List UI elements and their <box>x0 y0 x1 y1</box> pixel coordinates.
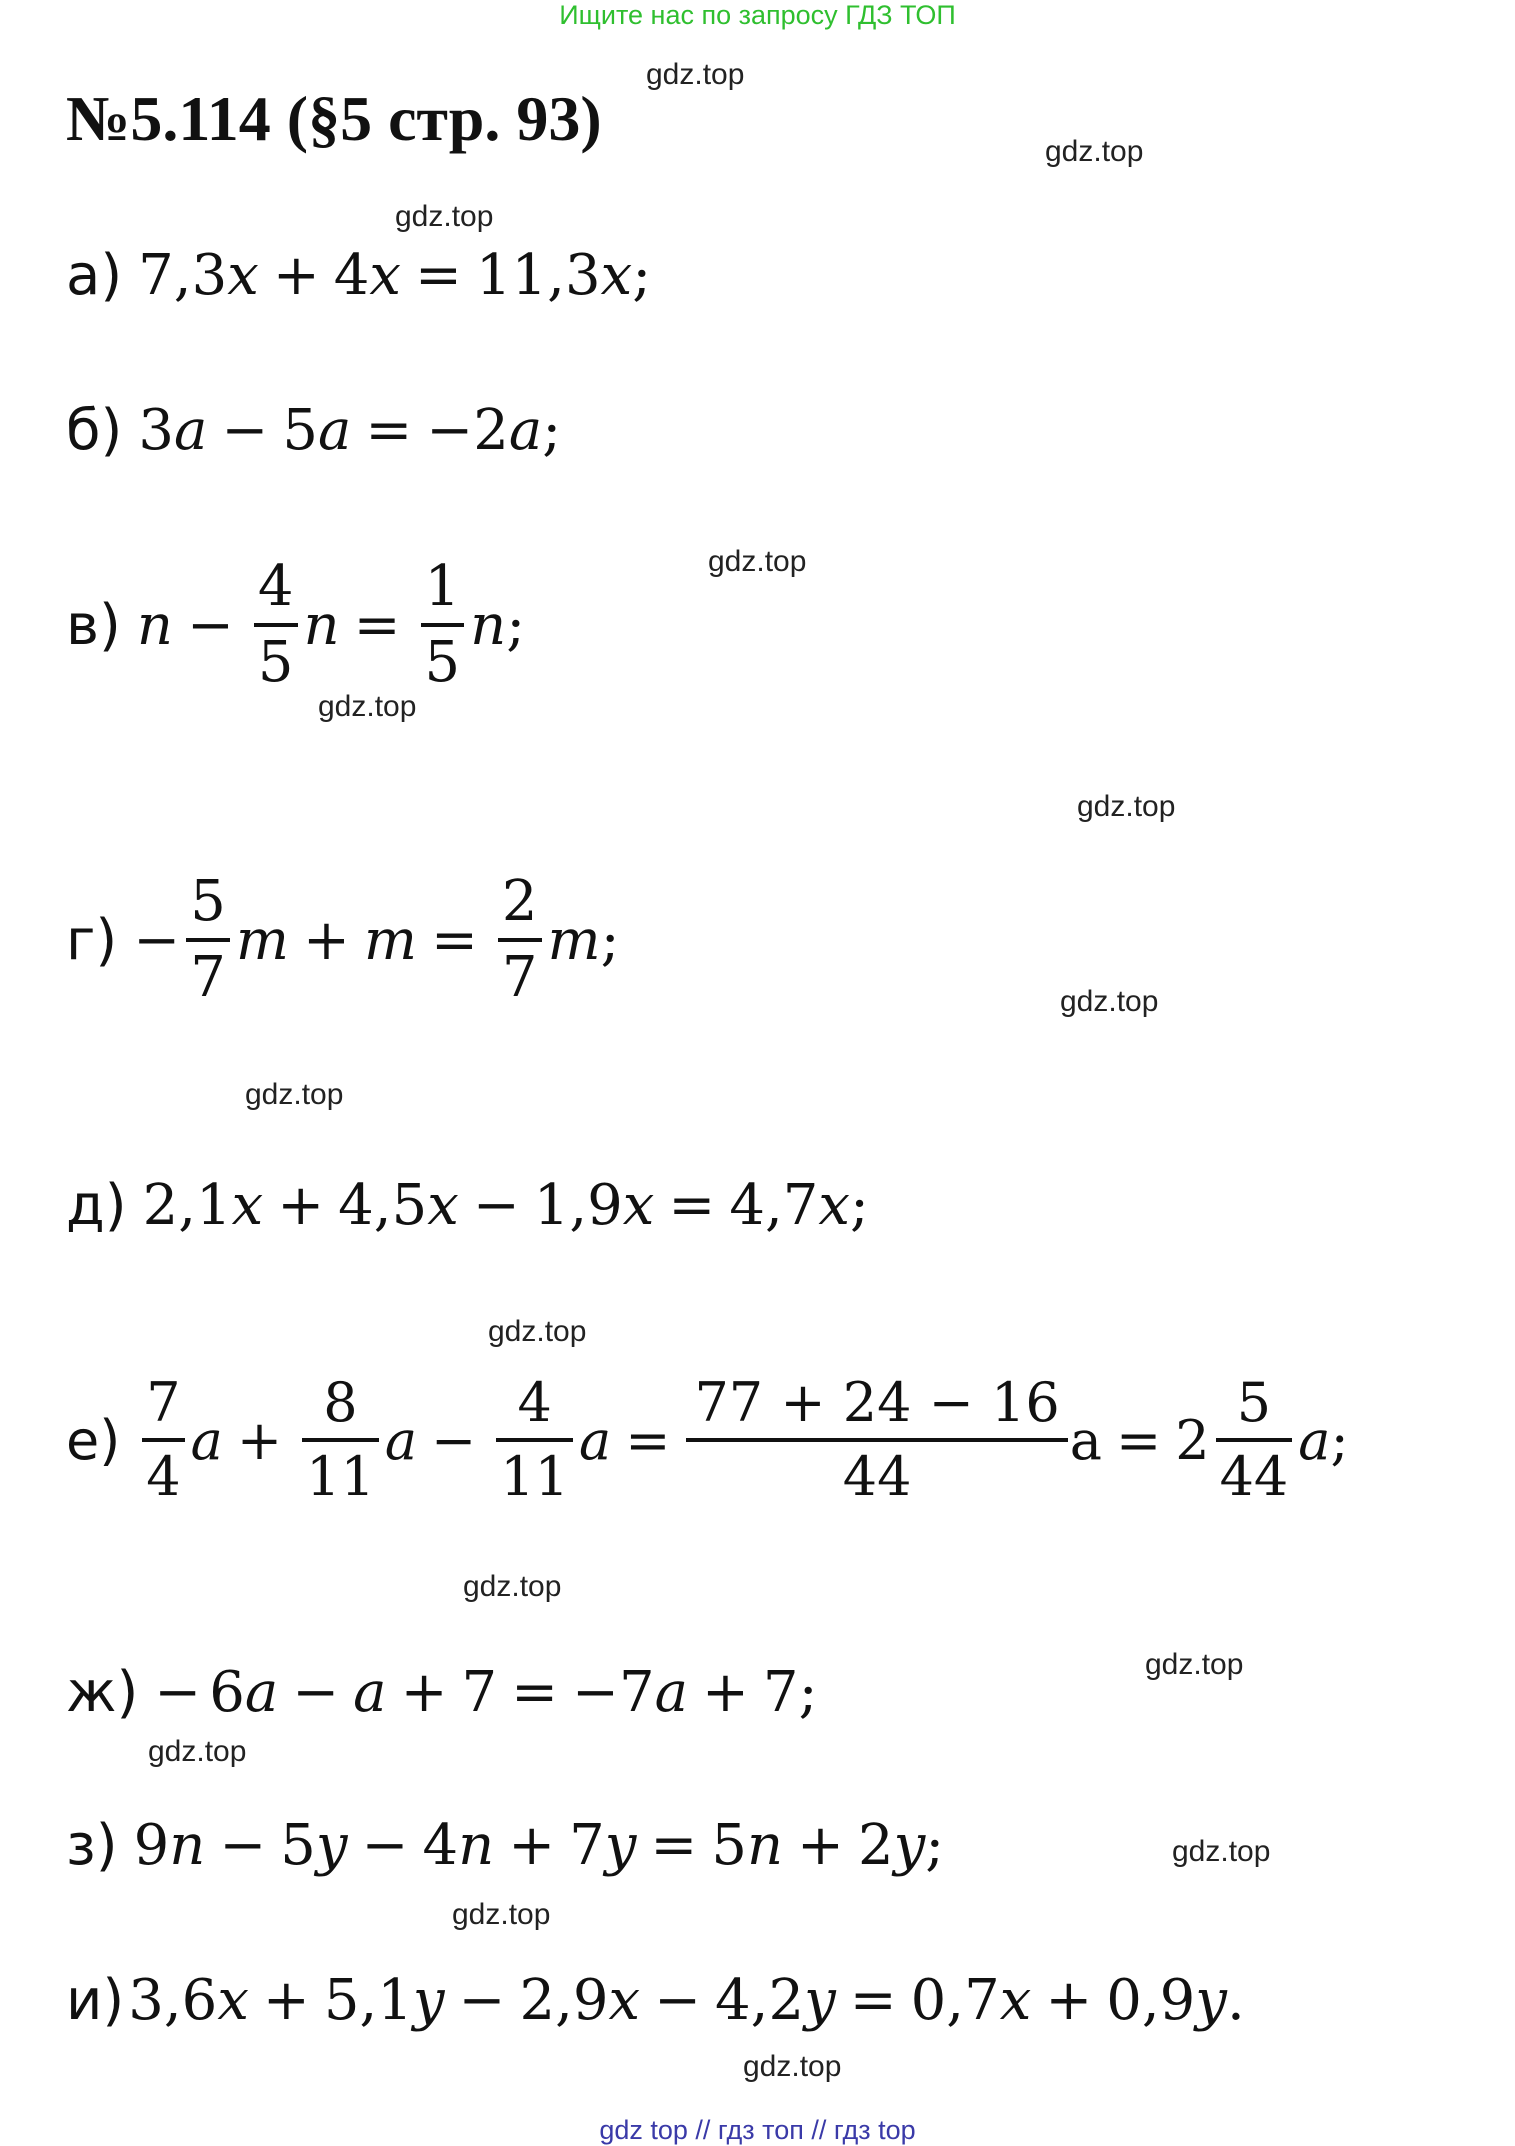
top-search-hint-link[interactable]: Ищите нас по запросу ГДЗ ТОП <box>559 0 956 30</box>
variable: n <box>136 592 173 658</box>
fraction-denominator: 5 <box>421 623 465 691</box>
fraction-numerator: 4 <box>257 554 294 619</box>
operator: = <box>511 1659 559 1725</box>
number: 9 <box>133 1812 170 1878</box>
operator: + <box>236 1408 283 1472</box>
variable: a <box>508 397 543 463</box>
watermark: gdz.top <box>743 2050 842 2083</box>
variable: n <box>169 1812 206 1878</box>
watermark: gdz.top <box>1045 135 1144 168</box>
watermark: gdz.top <box>646 58 745 91</box>
operator: − <box>219 1812 267 1878</box>
operator: + <box>277 1172 325 1238</box>
watermark: gdz.top <box>245 1078 344 1111</box>
fraction-numerator: 8 <box>323 1371 358 1434</box>
number: 4,5 <box>338 1172 428 1238</box>
fraction-denominator: 7 <box>498 938 542 1006</box>
equation-g <box>66 860 620 1020</box>
number: −2 <box>426 397 509 463</box>
fraction <box>1216 1371 1293 1508</box>
number: 4,2 <box>715 1967 805 2033</box>
operator: = <box>668 1172 716 1238</box>
fraction-numerator: 5 <box>1236 1371 1272 1434</box>
operator: − <box>292 1659 340 1725</box>
watermark: gdz.top <box>488 1315 587 1348</box>
watermark: gdz.top <box>1077 790 1176 823</box>
operator: = <box>1115 1408 1162 1472</box>
number: 3,6 <box>128 1967 218 2033</box>
number: 5 <box>711 1812 747 1878</box>
number: 2,9 <box>519 1967 609 2033</box>
variable: a <box>1298 1408 1331 1472</box>
variable: x <box>818 1172 850 1238</box>
fraction-denominator: 11 <box>496 1438 573 1504</box>
fraction-denominator: 4 <box>142 1438 184 1504</box>
operator: = <box>430 907 478 973</box>
fraction-denominator: 11 <box>302 1438 379 1504</box>
variable: a <box>579 1408 612 1472</box>
fraction <box>690 1371 1063 1508</box>
variable: a <box>190 1408 223 1472</box>
variable: x <box>999 1967 1032 2033</box>
item-label: и) <box>66 1967 125 2033</box>
operator: = <box>365 397 413 463</box>
variable: y <box>1195 1967 1227 2033</box>
variable: m <box>547 907 601 973</box>
operator: = <box>849 1967 897 2033</box>
equation-b <box>66 350 561 510</box>
equation-d <box>66 1125 869 1285</box>
item-label: е) <box>66 1408 121 1472</box>
variable: a <box>1069 1408 1102 1472</box>
item-label: в) <box>66 592 121 658</box>
number: 2 <box>857 1812 894 1878</box>
number: 4 <box>333 242 370 308</box>
operator: = <box>414 242 462 308</box>
watermark: gdz.top <box>318 690 417 723</box>
item-label: а) <box>66 242 123 308</box>
item-label: б) <box>66 397 123 463</box>
punctuation: ; <box>542 397 562 463</box>
punctuation: ; <box>632 242 652 308</box>
number: 7 <box>762 1659 799 1725</box>
number: 1,9 <box>533 1172 623 1238</box>
punctuation: ; <box>600 907 620 973</box>
fraction-numerator: 7 <box>146 1371 181 1434</box>
equation-e <box>66 1360 1349 1520</box>
operator: = <box>353 592 401 658</box>
variable: a <box>384 1408 418 1472</box>
fraction-denominator: 5 <box>254 623 298 691</box>
operator: − <box>133 907 181 973</box>
number: 11,3 <box>475 242 601 308</box>
punctuation: ; <box>925 1812 945 1878</box>
operator: − <box>221 397 269 463</box>
number: 2 <box>1175 1408 1210 1472</box>
fraction-denominator: 7 <box>186 938 230 1006</box>
item-label: г) <box>66 907 118 973</box>
watermark: gdz.top <box>1172 1835 1271 1868</box>
watermark: gdz.top <box>708 545 807 578</box>
variable: a <box>654 1659 688 1725</box>
variable: n <box>458 1812 495 1878</box>
variable: x <box>217 1967 249 2033</box>
punctuation: . <box>1226 1967 1245 2033</box>
fraction-denominator: 44 <box>1216 1438 1293 1504</box>
variable: m <box>235 907 289 973</box>
fraction <box>186 869 230 1010</box>
operator: + <box>508 1812 556 1878</box>
fraction <box>421 554 465 695</box>
variable: y <box>804 1967 836 2033</box>
number: 7 <box>461 1659 498 1725</box>
operator: + <box>797 1812 844 1878</box>
punctuation: ; <box>849 1172 869 1238</box>
fraction-numerator: 5 <box>190 869 226 934</box>
equation-zh <box>66 1612 817 1772</box>
number: 4 <box>422 1812 459 1878</box>
operator: + <box>272 242 320 308</box>
operator: − <box>472 1172 520 1238</box>
footer-links[interactable]: gdz top // гдз топ // гдз top <box>599 2115 916 2145</box>
number: 7 <box>569 1812 605 1878</box>
punctuation: ; <box>1330 1408 1349 1472</box>
number: 4,7 <box>729 1172 819 1238</box>
operator: − <box>654 1967 702 2033</box>
variable: n <box>746 1812 784 1878</box>
fraction <box>142 1371 184 1508</box>
variable: x <box>231 1172 264 1238</box>
operator: = <box>625 1408 671 1472</box>
item-label: д) <box>66 1172 127 1238</box>
number: 5 <box>280 1812 316 1878</box>
variable: y <box>604 1812 637 1878</box>
variable: y <box>893 1812 926 1878</box>
watermark: gdz.top <box>1145 1648 1244 1681</box>
number: 2,1 <box>142 1172 232 1238</box>
variable: n <box>470 592 507 658</box>
variable: a <box>174 397 208 463</box>
item-label: ж) <box>66 1659 139 1725</box>
fraction <box>498 869 542 1010</box>
operator: − <box>431 1408 477 1472</box>
fraction-numerator: 4 <box>517 1371 552 1434</box>
punctuation: ; <box>798 1659 818 1725</box>
variable: a <box>353 1659 387 1725</box>
operator: − <box>154 1659 202 1725</box>
variable: n <box>303 592 340 658</box>
variable: m <box>363 907 417 973</box>
operator: = <box>650 1812 698 1878</box>
equation-a <box>66 195 651 355</box>
fraction-numerator: 1 <box>424 554 461 619</box>
number: 0,7 <box>910 1967 1000 2033</box>
watermark: gdz.top <box>463 1570 562 1603</box>
variable: y <box>315 1812 348 1878</box>
number: 7,3 <box>138 242 228 308</box>
number: 5,1 <box>323 1967 413 2033</box>
variable: x <box>600 242 633 308</box>
variable: x <box>622 1172 655 1238</box>
variable: x <box>427 1172 459 1238</box>
fraction <box>254 554 298 695</box>
equation-z <box>66 1765 944 1925</box>
fraction-numerator: 77 + 24 − 16 <box>694 1371 1060 1434</box>
watermark: gdz.top <box>452 1898 551 1931</box>
watermark: gdz.top <box>395 200 494 233</box>
operator: + <box>400 1659 448 1725</box>
equation-i <box>66 1920 1245 2080</box>
punctuation: ; <box>506 592 526 658</box>
operator: + <box>302 907 350 973</box>
fraction <box>496 1371 573 1508</box>
operator: − <box>458 1967 506 2033</box>
watermark: gdz.top <box>1060 985 1159 1018</box>
variable: a <box>244 1659 279 1725</box>
operator: + <box>262 1967 310 2033</box>
operator: − <box>361 1812 409 1878</box>
fraction-denominator: 44 <box>686 1438 1067 1504</box>
item-label: з) <box>66 1812 118 1878</box>
operator: − <box>186 592 234 658</box>
watermark: gdz.top <box>148 1735 247 1768</box>
operator: + <box>1045 1967 1093 2033</box>
number: 3 <box>138 397 175 463</box>
number: 0,9 <box>1106 1967 1196 2033</box>
fraction-numerator: 2 <box>501 869 538 934</box>
number: 6 <box>209 1659 245 1725</box>
fraction <box>302 1371 379 1508</box>
variable: x <box>227 242 259 308</box>
number: −7 <box>572 1659 655 1725</box>
page-title: №5.114 (§5 стр. 93) <box>66 83 602 154</box>
equation-v <box>66 545 525 705</box>
variable: x <box>608 1967 641 2033</box>
variable: a <box>317 397 352 463</box>
variable: x <box>369 242 401 308</box>
operator: + <box>702 1659 749 1725</box>
number: 5 <box>282 397 318 463</box>
variable: y <box>412 1967 445 2033</box>
